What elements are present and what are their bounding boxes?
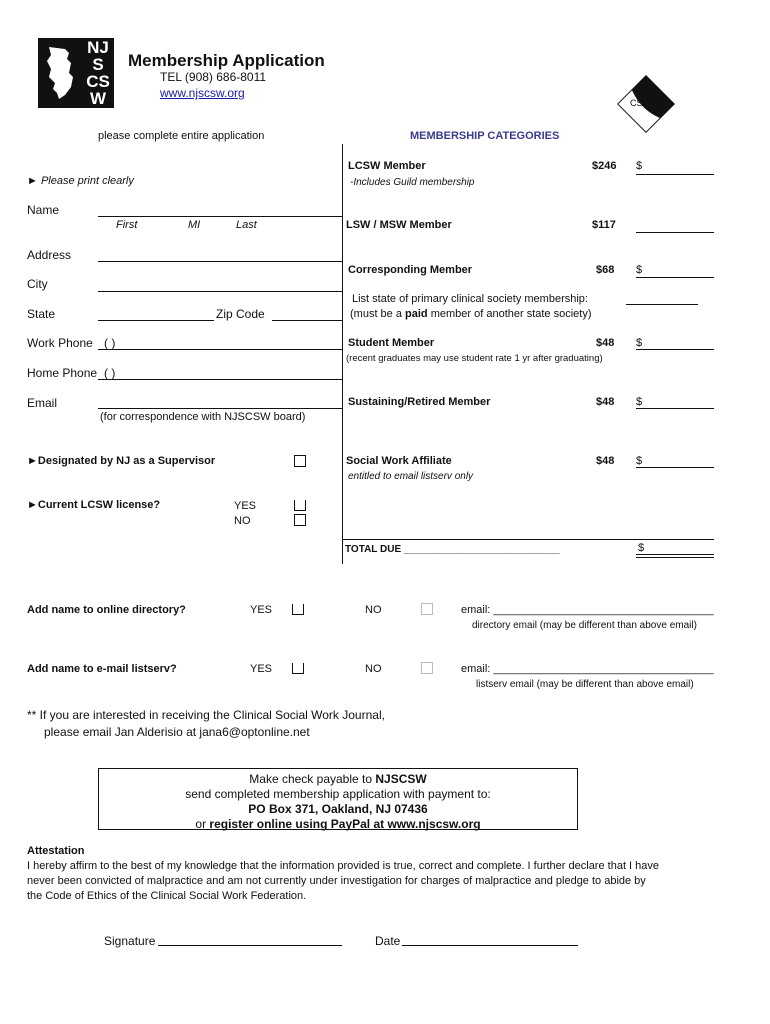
journal-note-line2: please email Jan Alderisio at jana6@optonline.net <box>44 725 310 739</box>
zip-label: Zip Code <box>216 307 265 321</box>
listserv-email-field[interactable]: email: ____________________________________ <box>461 663 714 675</box>
categories-heading: MEMBERSHIP CATEGORIES <box>410 130 560 142</box>
lcsw-member-label: LCSW Member <box>348 160 426 172</box>
signature-label: Signature <box>104 934 156 948</box>
payment-instructions-box <box>98 768 578 830</box>
affiliate-amount-field[interactable] <box>636 467 714 468</box>
lsw-member-label: LSW / MSW Member <box>346 219 452 231</box>
logo-letter: CS <box>86 72 110 91</box>
directory-yes-label: YES <box>250 604 273 616</box>
sustaining-member-label: Sustaining/Retired Member <box>348 396 491 408</box>
affiliate-price: $48 <box>596 455 615 467</box>
corresponding-member-label: Corresponding Member <box>348 264 473 276</box>
directory-email-field[interactable]: email: ____________________________________ <box>461 604 714 616</box>
page-title: Membership Application <box>128 51 325 70</box>
directory-yes-checkbox[interactable] <box>292 604 304 615</box>
listserv-no-label: NO <box>365 663 382 675</box>
column-divider <box>342 144 343 564</box>
attestation-line3: the Code of Ethics of the Clinical Social Work Federation. <box>27 890 307 902</box>
corresponding-note-line1: List state of primary clinical society membership: <box>352 293 588 305</box>
city-field[interactable] <box>98 291 342 292</box>
directory-email-note: directory email (may be different than above email) <box>472 620 697 631</box>
logo-letter: NJ <box>87 38 109 57</box>
journal-note-line1: ** If you are interested in receiving the Clinical Social Work Journal, <box>27 708 385 722</box>
payment-line4 <box>99 817 577 832</box>
home-phone-area: ( ) <box>104 366 116 380</box>
website-link[interactable]: www.njscsw.org <box>160 86 245 100</box>
note-text: (must be a <box>350 308 406 320</box>
payment-line1 <box>99 772 577 787</box>
zip-field[interactable] <box>272 320 342 321</box>
lcsw-note: -Includes Guild membership <box>350 177 475 188</box>
dollar-sign: $ <box>636 264 643 276</box>
student-member-label: Student Member <box>348 337 435 349</box>
sustaining-amount-field[interactable] <box>636 408 714 409</box>
paypal-note: register online using PayPal at www.njscsw.org <box>209 817 481 831</box>
email-note: (for correspondence with NJSCSW board) <box>100 411 306 423</box>
work-phone-label: Work Phone <box>27 336 93 350</box>
online-directory-label: Add name to online directory? <box>27 604 186 616</box>
csw-logo-text: CSW <box>630 98 651 108</box>
total-amount-field[interactable] <box>636 554 714 555</box>
directory-no-label: NO <box>365 604 382 616</box>
logo-letter: W <box>89 89 107 108</box>
payee-name: NJSCSW <box>375 772 427 786</box>
instruction-text: please complete entire application <box>98 130 265 142</box>
license-yes-label: YES <box>234 500 257 512</box>
dollar-sign: $ <box>638 542 645 554</box>
sustaining-member-price: $48 <box>596 396 615 408</box>
attestation-line1: I hereby affirm to the best of my knowledge that the information provided is true, correct and complete. I further declare that I have <box>27 860 660 872</box>
signature-field[interactable] <box>158 945 342 946</box>
student-amount-field[interactable] <box>636 349 714 350</box>
dollar-sign: $ <box>636 337 643 349</box>
supervisor-label: ►Designated by NJ as a Supervisor <box>27 455 216 467</box>
license-no-checkbox[interactable] <box>294 514 306 526</box>
name-last-caption: Last <box>236 219 257 231</box>
affiliate-note: entitled to email listserv only <box>348 471 474 482</box>
city-label: City <box>27 277 48 291</box>
listserv-yes-label: YES <box>250 663 273 675</box>
telephone: TEL (908) 686-8011 <box>160 70 267 84</box>
attestation-line2: never been convicted of malpractice and am not currently under investigation for charges of malpractice and pledge to abide by <box>27 875 646 887</box>
state-field[interactable] <box>98 320 214 321</box>
name-field[interactable] <box>98 216 342 217</box>
listserv-email-note: listserv email (may be different than above email) <box>476 679 694 690</box>
supervisor-checkbox[interactable] <box>294 455 306 467</box>
print-clearly-note: ► Please print clearly <box>27 175 134 187</box>
dollar-sign: $ <box>636 160 643 172</box>
student-note: (recent graduates may use student rate 1 yr after graduating) <box>346 353 603 364</box>
csw-logo <box>608 74 684 134</box>
note-text: member of another state society) <box>427 308 592 320</box>
name-label: Name <box>27 203 60 217</box>
address-field[interactable] <box>98 261 342 262</box>
lsw-amount-field[interactable] <box>636 232 714 233</box>
total-divider <box>342 539 714 540</box>
license-label: ►Current LCSW license? <box>27 499 161 511</box>
license-no-label: NO <box>234 515 251 527</box>
note-bold-text: paid <box>405 308 428 320</box>
payment-text: Make check payable to <box>249 772 376 786</box>
dollar-sign: $ <box>636 455 643 467</box>
date-field[interactable] <box>402 945 578 946</box>
name-first-caption: First <box>116 219 138 231</box>
payment-line2: send completed membership application with payment to: <box>185 787 491 801</box>
dollar-sign: $ <box>636 396 643 408</box>
lcsw-member-price: $246 <box>592 160 617 172</box>
listserv-label: Add name to e-mail listserv? <box>27 663 177 675</box>
name-mi-caption: MI <box>188 219 201 231</box>
state-label: State <box>27 307 56 321</box>
lcsw-amount-field[interactable] <box>636 174 714 175</box>
home-phone-field[interactable] <box>98 379 342 380</box>
mailing-address: PO Box 371, Oakland, NJ 07436 <box>248 802 428 816</box>
work-phone-field[interactable] <box>98 349 342 350</box>
email-label: Email <box>27 396 58 410</box>
date-label: Date <box>375 934 401 948</box>
home-phone-label: Home Phone <box>27 366 98 380</box>
listserv-yes-checkbox[interactable] <box>292 663 304 674</box>
primary-society-state-field[interactable] <box>626 304 698 305</box>
work-phone-area: ( ) <box>104 336 116 350</box>
listserv-no-checkbox[interactable] <box>421 662 433 674</box>
new-jersey-map-icon <box>43 43 79 103</box>
corresponding-note-line2 <box>350 308 592 320</box>
student-member-price: $48 <box>596 337 615 349</box>
corresponding-member-price: $68 <box>596 264 615 276</box>
lsw-member-price: $117 <box>592 219 616 231</box>
corresponding-amount-field[interactable] <box>636 277 714 278</box>
total-double-underline <box>636 557 714 558</box>
address-label: Address <box>27 248 72 262</box>
logo-letters <box>82 38 114 108</box>
affiliate-label: Social Work Affiliate <box>346 455 452 467</box>
attestation-heading: Attestation <box>27 845 85 857</box>
total-due-label: TOTAL DUE ____________________________ <box>345 544 560 555</box>
logo-letter: S <box>92 55 104 74</box>
license-yes-checkbox[interactable] <box>294 500 306 511</box>
email-field[interactable] <box>98 408 342 409</box>
directory-no-checkbox[interactable] <box>421 603 433 615</box>
payment-text: or <box>195 817 210 831</box>
